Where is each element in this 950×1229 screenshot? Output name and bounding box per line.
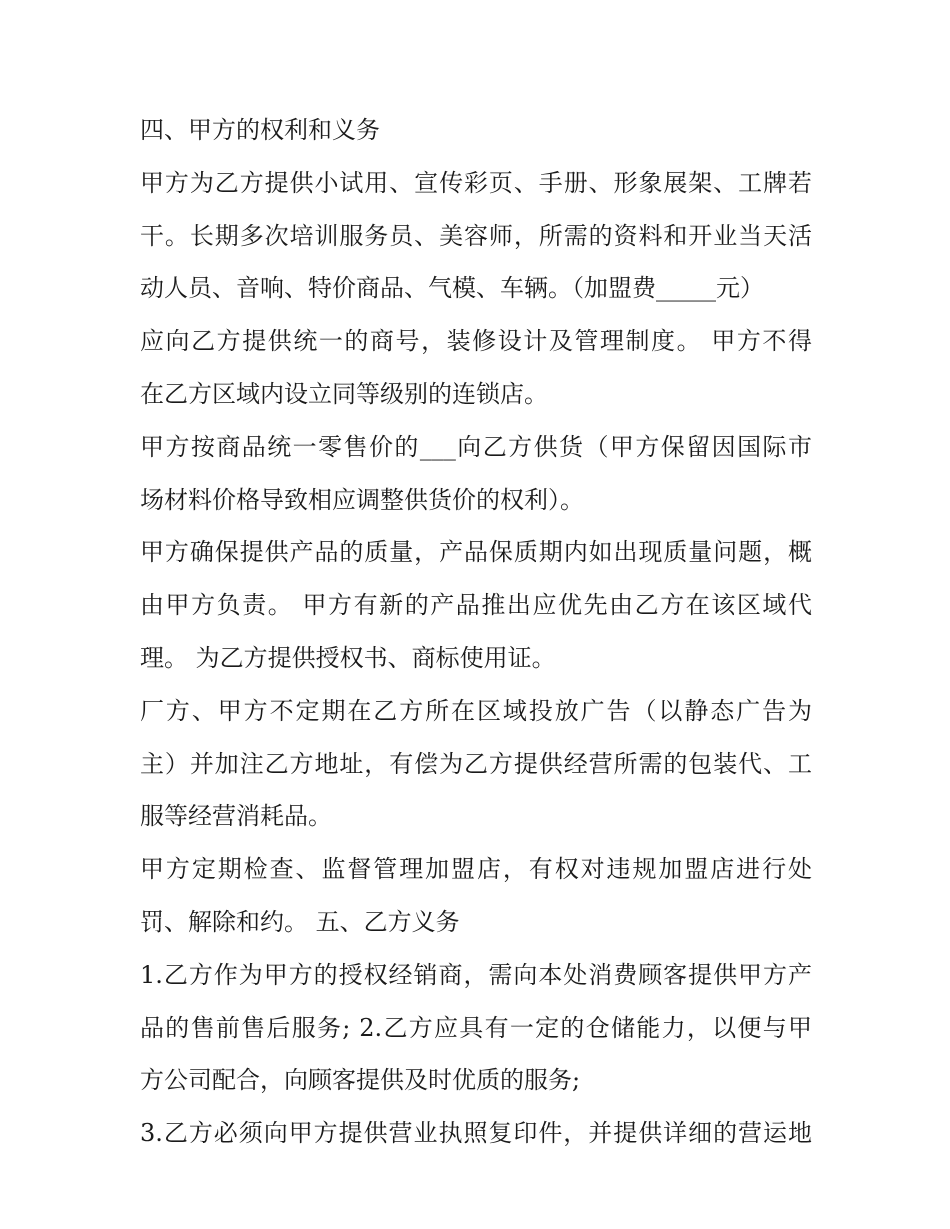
paragraph-line: 理。 为乙方提供授权书、商标使用证。 xyxy=(140,643,556,672)
paragraph-line: 干。长期多次培训服务员、美容师，所需的资料和开业当天活 xyxy=(140,221,812,250)
paragraph-line: 服等经营消耗品。 xyxy=(140,802,332,831)
document-body xyxy=(140,109,812,1165)
paragraph-line: 方公司配合，向顾客提供及时优质的服务; xyxy=(140,1066,581,1095)
paragraph-line: 动人员、音响、特价商品、气模、车辆。（加盟费_____元） xyxy=(140,274,764,303)
paragraph-line: 场材料价格导致相应调整供货价的权利）。 xyxy=(140,485,584,514)
paragraph-line: 由甲方负责。 甲方有新的产品推出应优先由乙方在该区域代 xyxy=(140,591,812,620)
paragraph-line: 甲方为乙方提供小试用、宣传彩页、手册、形象展架、工牌若 xyxy=(140,168,812,197)
paragraph-line: 应向乙方提供统一的商号，装修设计及管理制度。 甲方不得 xyxy=(140,327,812,356)
paragraph-line: 甲方按商品统一零售价的___向乙方供货（甲方保留因国际市 xyxy=(140,432,812,461)
paragraph-line: 3.乙方必须向甲方提供营业执照复印件，并提供详细的营运地 xyxy=(140,1119,812,1148)
paragraph-line: 品的售前售后服务; 2.乙方应具有一定的仓储能力，以便与甲 xyxy=(140,1013,812,1042)
paragraph-line: 甲方定期检查、监督管理加盟店，有权对违规加盟店进行处 xyxy=(140,855,812,884)
paragraph-line: 厂方、甲方不定期在乙方所在区域投放广告（以静态广告为 xyxy=(140,696,812,725)
paragraph-line: 甲方确保提供产品的质量，产品保质期内如出现质量问题，概 xyxy=(140,538,812,567)
section-heading: 四、甲方的权利和义务 xyxy=(140,116,380,144)
paragraph-line: 主）并加注乙方地址，有偿为乙方提供经营所需的包装代、工 xyxy=(140,749,812,778)
paragraph-line: 1.乙方作为甲方的授权经销商，需向本处消费顾客提供甲方产 xyxy=(140,960,812,989)
paragraph-line: 在乙方区域内设立同等级别的连锁店。 xyxy=(140,379,548,408)
paragraph-line: 罚、解除和约。 五、乙方义务 xyxy=(140,907,460,936)
